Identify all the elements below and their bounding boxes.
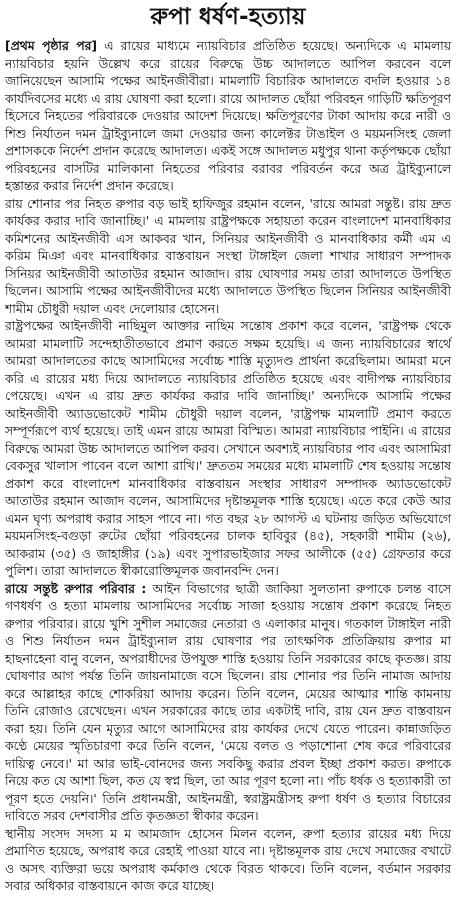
- paragraph-text: আইন বিভাগের ছাত্রী জাকিয়া সুলতানা রুপাকে চলন্ত বাসে গণধর্ষণ ও হত্যা মামলায় আসামিদের সর্বোচ্চ সাজা হওয়ায় সন্তোষ প্রকাশ করেছে নিহত রুপার পরিবার। রায়ে খুশি সুশীল সমাজের নেতারা ও এলাকার মানুষ। গতকাল টাঙ্গাইল নারী ও শিশু নির্যাতন দমন ট্রাইব্যুনাল রায় ঘোষণার পর তাৎক্ষণিক প্রতিক্রিয়ায় রুপার মা হাছনাহেনা বানু বলেন, অপরাধীদের উপযুক্ত শাস্তি হওয়ায় তিনি সরকারের কাছে কৃতজ্ঞ। রায় ঘোষণার আগ পর্যন্ত তিনি জায়নামাজে বসে ছিলেন। রায় শোনার পর তিনি নামাজ আদায় করে আল্লাহর কাছে শোকরিয়া আদায় করেন। তিনি বলেন, মেয়ের আত্মার শান্তি কামনায় তিনি রোজাও রেখেছেন। এখন সরকারের কাছে তার একটাই দাবি, রায় যেন দ্রুত বাস্তবায়ন করা হয়। তিনি যেন মৃত্যুর আগে আসামিদের রায় কার্যকর দেখে যেতে পারেন। কান্নাজড়িত কণ্ঠে মেয়ের স্মৃতিচারণা করে তিনি বলেন, 'মেয়ে বলত ও পড়াশোনা শেষ করে পরিবারের দায়িত্ব নেবে।' মা আর ভাই-বোনদের জন্য সবকিছু করার প্রবল ইচ্ছা প্রকাশ করত। রুপাকে নিয়ে কত যে আশা ছিল, কত যে স্বপ্ন ছিল, তা আর পূরণ হলো না। পাঁচ ধর্ষক ও হত্যাকারী তা পূরণ হতে দেয়নি।' তিনি প্রধানমন্ত্রী, আইনমন্ত্রী, স্বরাষ্ট্রমন্ত্রীসহ রুপা ধর্ষণ ও হত্যার বিচারের দাবিতে সরব দেশবাসীর প্রতি কৃতজ্ঞতা স্বীকার করেন।: [5, 581, 451, 823]
- continued-from-front-label: [প্রথম পৃষ্ঠার পর]: [5, 39, 97, 53]
- subheading-lead: রায়ে সন্তুষ্ট রুপার পরিবার :: [5, 581, 147, 596]
- article-paragraph: [5, 196, 451, 319]
- paragraph-text: স্থানীয় সংসদ সদস্য ম ম আমজাদ হোসেন মিলন বলেন, রুপা হত্যার রায়ের মধ্য দিয়ে প্রমাণিত হয়েছে, অপরাধ করে রেহাই পাওয়া যাবে না। দৃষ্টান্তমূলক রায় দেখে সমাজের বখাটে ও অসৎ ব্যক্তিরা ভয়ে অপরাধ কর্মকাণ্ড থেকে বিরত থাকবে। তিনি বলেন, বর্তমান সরকার সবার অধিকার বাস্তবায়নে কাজ করে যাচ্ছে।: [5, 826, 451, 893]
- headline: রুপা ধর্ষণ-হত্যায়: [150, 4, 306, 30]
- paragraph-text: রাষ্ট্রপক্ষের আইনজীবী নাছিমুল আক্তার নাছিম সন্তোষ প্রকাশ করে বলেন, 'রাষ্ট্রপক্ষ থেকে আমরা মামলাটি সন্দেহাতীতভাবে প্রমাণ করতে সক্ষম হয়েছি। এ জন্য ন্যায়বিচারের স্বার্থে আমরা আদালতের কাছে আসামিদের সর্বোচ্চ শাস্তি মৃত্যুদণ্ড প্রার্থনা করেছিলাম। আমরা মনে করি এ রায়ের মধ্য দিয়ে আদালতে ন্যায়বিচার প্রতিষ্ঠিত হয়েছে এবং বাদীপক্ষ ন্যায়বিচার পেয়েছে। এখন এ রায় দ্রুত কার্যকর করার দাবি জানাচ্ছি।' অন্যদিকে আসামি পক্ষের আইনজীবী অ্যাডভোকেট শামীম চৌধুরী দয়াল বলেন, 'রাষ্ট্রপক্ষ মামলাটি প্রমাণ করতে সম্পূর্ণরূপে ব্যর্থ হয়েছে। তাই এমন রায়ে আমরা বিস্মিত। আমরা ন্যায়বিচার পাইনি। এ রায়ের বিরুদ্ধে আমরা উচ্চ আদালতে আপিল করব। সেখানে অবশ্যই ন্যায়বিচার পাব এবং আসামিরা বেকসুর খালাস পাবেন বলে আশা রাখি।' দ্রুততম সময়ের মধ্যে মামলাটি শেষ হওয়ায় সন্তোষ প্রকাশ করে বাংলাদেশ মানবাধিকার বাস্তবায়ন সংস্থার সাধারণ সম্পাদক অ্যাডভোকেট আতাউর রহমান আজাদ বলেন, আসামিদের দৃষ্টান্তমূলক শাস্তি হয়েছে। এতে করে কেউ আর এমন ঘৃণ্য অপরাধ করার সাহস পাবে না। গত বছর ২৮ আগস্ট এ ঘটনায় জড়িত অভিযোগে ময়মনসিংহ-বগুড়া রুটের ছোঁয়া পরিবহনের চালক হাবিবুর (৪৫), সহকারী শামীম (২৬), আকরাম (৩৫) ও জাহাঙ্গীর (১৯) এবং সুপারভাইজার সফর আলীকে (৫৫) গ্রেফতার করে পুলিশ। তারা আদালতে স্বীকারোক্তিমূলক জবানবন্দি দেন।: [5, 319, 451, 578]
- article-paragraph: [5, 38, 451, 196]
- article-paragraph: [5, 581, 451, 826]
- paragraph-text: এ রায়ের মাধ্যমে ন্যায়বিচার প্রতিষ্ঠিত হয়েছে। অন্যদিকে এ মামলায় ন্যায়বিচার হয়নি উল্লেখ করে রায়ের বিরুদ্ধে উচ্চ আদালতে আপিল করবেন বলে জানিয়েছেন আসামি পক্ষের আইনজীবীরা। মামলাটি বিচারিক আদালতে বদলি হওয়ার ১৪ কার্যদিবসের মধ্যে এ রায় ঘোষণা করা হলো। রায়ে আদালত ছোঁয়া পরিবহন গাড়িটি ক্ষতিপূরণ হিসেবে নিহতের পরিবারকে দেওয়ার আদেশ দিয়েছে। ক্ষতিপূরণের টাকা আদায় করে নারী ও শিশু নির্যাতন দমন ট্রাইব্যুনালে জমা দেওয়ার জন্য কালেক্টর টাঙাইল ও ময়মনসিংহ জেলা প্রশাসককে নির্দেশ প্রদান করেছে আদালত। একই সঙ্গে আদালত মধুপুর থানা কর্তৃপক্ষকে ছোঁয়া পরিবহনের বাসটির মালিকানা নিহতের পরিবার বরাবর পরিবর্তন করে অত্র ট্রাইব্যুনালে হস্তান্তর করার নির্দেশ প্রদান করেছে।: [5, 39, 451, 193]
- article-paragraph: [5, 826, 451, 896]
- article-paragraph: [5, 318, 451, 581]
- article-body: [5, 38, 451, 896]
- paragraph-text: রায় শোনার পর নিহত রুপার বড় ভাই হাফিজুর রহমান বলেন, 'রায়ে আমরা সন্তুষ্ট। রায় দ্রুত কার্যকর করার দাবি জানাচ্ছি।' এ মামলায় রাষ্ট্রপক্ষকে সহায়তা করেন বাংলাদেশ মানবাধিকার কমিশনের আইনজীবী এস আকবর খান, সিনিয়র আইনজীবী ও মানবাধিকার কর্মী এম এ করিম মিঞা এবং মানবাধিকার বাস্তবায়ন সংস্থা টাঙ্গাইল জেলা শাখার সাধারণ সম্পাদক সিনিয়র আইনজীবী আতাউর রহমান আজাদ। রায় ঘোষণার সময় তারা আদালতে উপস্থিত ছিলেন। আসামি পক্ষের আইনজীবীদের মধ্যে আদালতে উপস্থিত ছিলেন সিনিয়র আইনজীবী শামীম চৌধুরী দয়াল এবং দেলোয়ার হোসেন।: [5, 196, 451, 316]
